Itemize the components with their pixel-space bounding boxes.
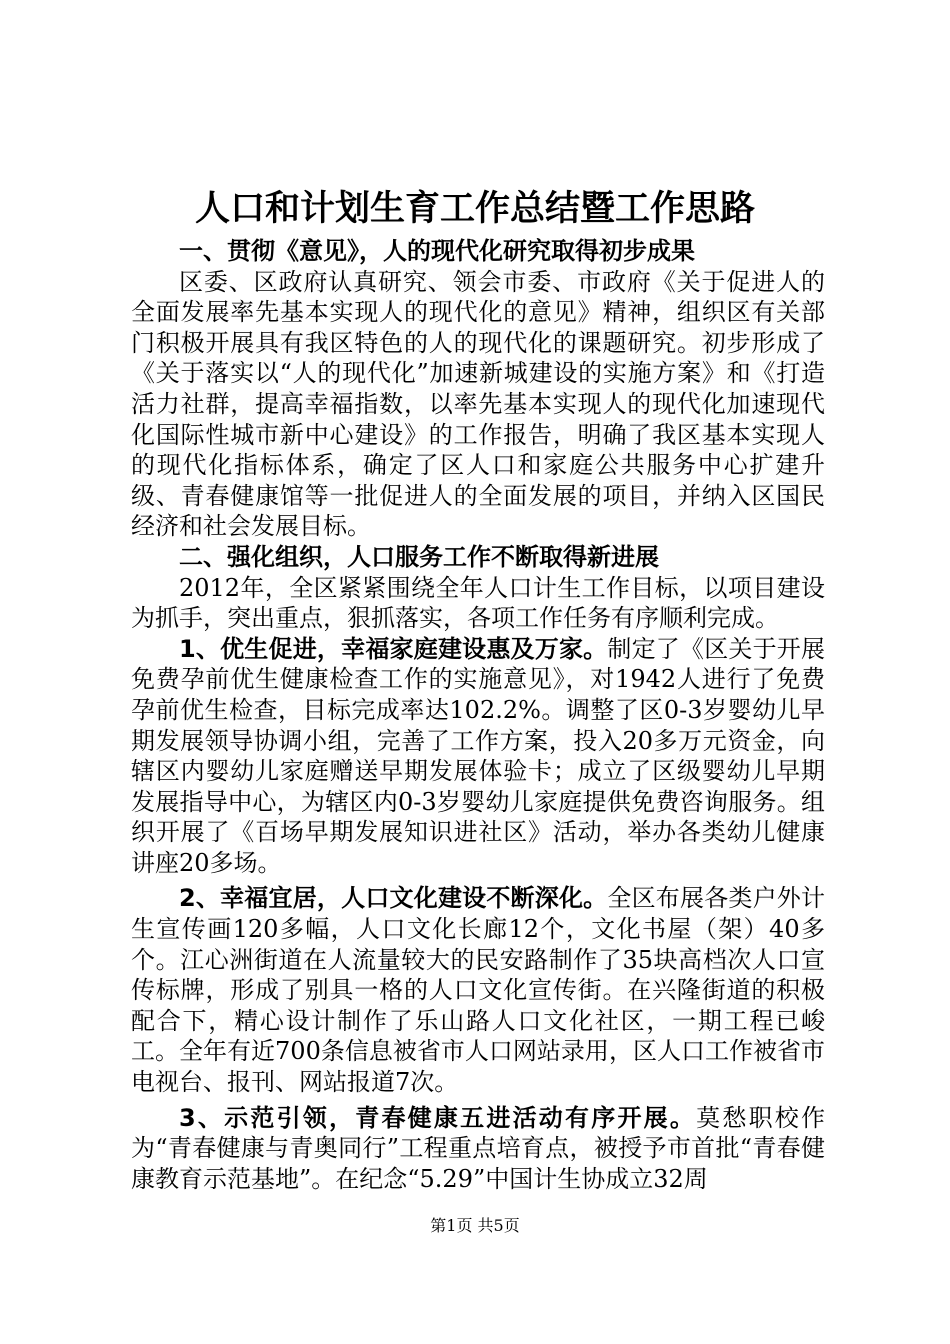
item-1-lead: 1、优生促进，幸福家庭建设惠及万家。 [179, 634, 608, 663]
item-1-paragraph [131, 634, 825, 879]
item-3-paragraph [131, 1103, 825, 1195]
item-2-text: 全区布展各类户外计生宣传画120多幅，人口文化长廊12个，文化书屋（架）40多个。江心洲街道在人流量较大的民安路制作了35块高档次人口宣传标牌，形成了别具一格的人口文化宣传街。在兴隆街道的积极配合下，精心设计制作了乐山路人口文化社区，一期工程已峻工。全年有近700条信息被省市人口网站录用，区人口工作被省市电视台、报刊、网站报道7次。 [131, 884, 826, 1097]
section-2-heading: 二、强化组织，人口服务工作不断取得新进展 [179, 542, 659, 571]
section-2-intro-paragraph: 2012年，全区紧紧围绕全年人口计生工作目标，以项目建设为抓手，突出重点，狠抓落实，各项工作任务有序顺利完成。 [131, 573, 825, 633]
item-2-lead: 2、幸福宜居，人口文化建设不断深化。 [179, 884, 608, 913]
page-footer: 第1页 共5页 [430, 1216, 520, 1235]
document-title: 人口和计划生育工作总结暨工作思路 [194, 189, 755, 229]
item-3-lead: 3、示范引领，青春健康五进活动有序开展。 [179, 1103, 697, 1132]
document-body [131, 236, 825, 1194]
section-1-heading: 一、贯彻《意见》，人的现代化研究取得初步成果 [179, 237, 695, 265]
item-1-text: 制定了《区关于开展免费孕前优生健康检查工作的实施意见》，对1942人进行了免费孕前优生检查，目标完成率达102.2%。调整了区0-3岁婴幼儿早期发展领导协调小组，完善了工作方案，投入20多万元资金，向辖区内婴幼儿家庭赠送早期发展体验卡；成立了区级婴幼儿早期发展指导中心，为辖区内0-3岁婴幼儿家庭提供免费咨询服务。组织开展了《百场早期发展知识进社区》活动，举办各类幼儿健康讲座20多场。 [131, 634, 826, 877]
item-2-paragraph [131, 883, 825, 1097]
item-3-text: 莫愁职校作为“青春健康与青奥同行”工程重点培育点，被授予市首批“青春健康教育示范基地”。在纪念“5.29”中国计生协成立32周 [131, 1103, 826, 1193]
section-1-paragraph: 区委、区政府认真研究、领会市委、市政府《关于促进人的全面发展率先基本实现人的现代化的意见》精神，组织区有关部门积极开展具有我区特色的人的现代化的课题研究。初步形成了《关于落实以“人的现代化”加速新城建设的实施方案》和《打造活力社群，提高幸福指数，以率先基本实现人的现代化加速现代化国际性城市新中心建设》的工作报告，明确了我区基本实现人的现代化指标体系，确定了区人口和家庭公共服务中心扩建升级、青春健康馆等一批促进人的全面发展的项目，并纳入区国民经济和社会发展目标。 [131, 267, 825, 541]
